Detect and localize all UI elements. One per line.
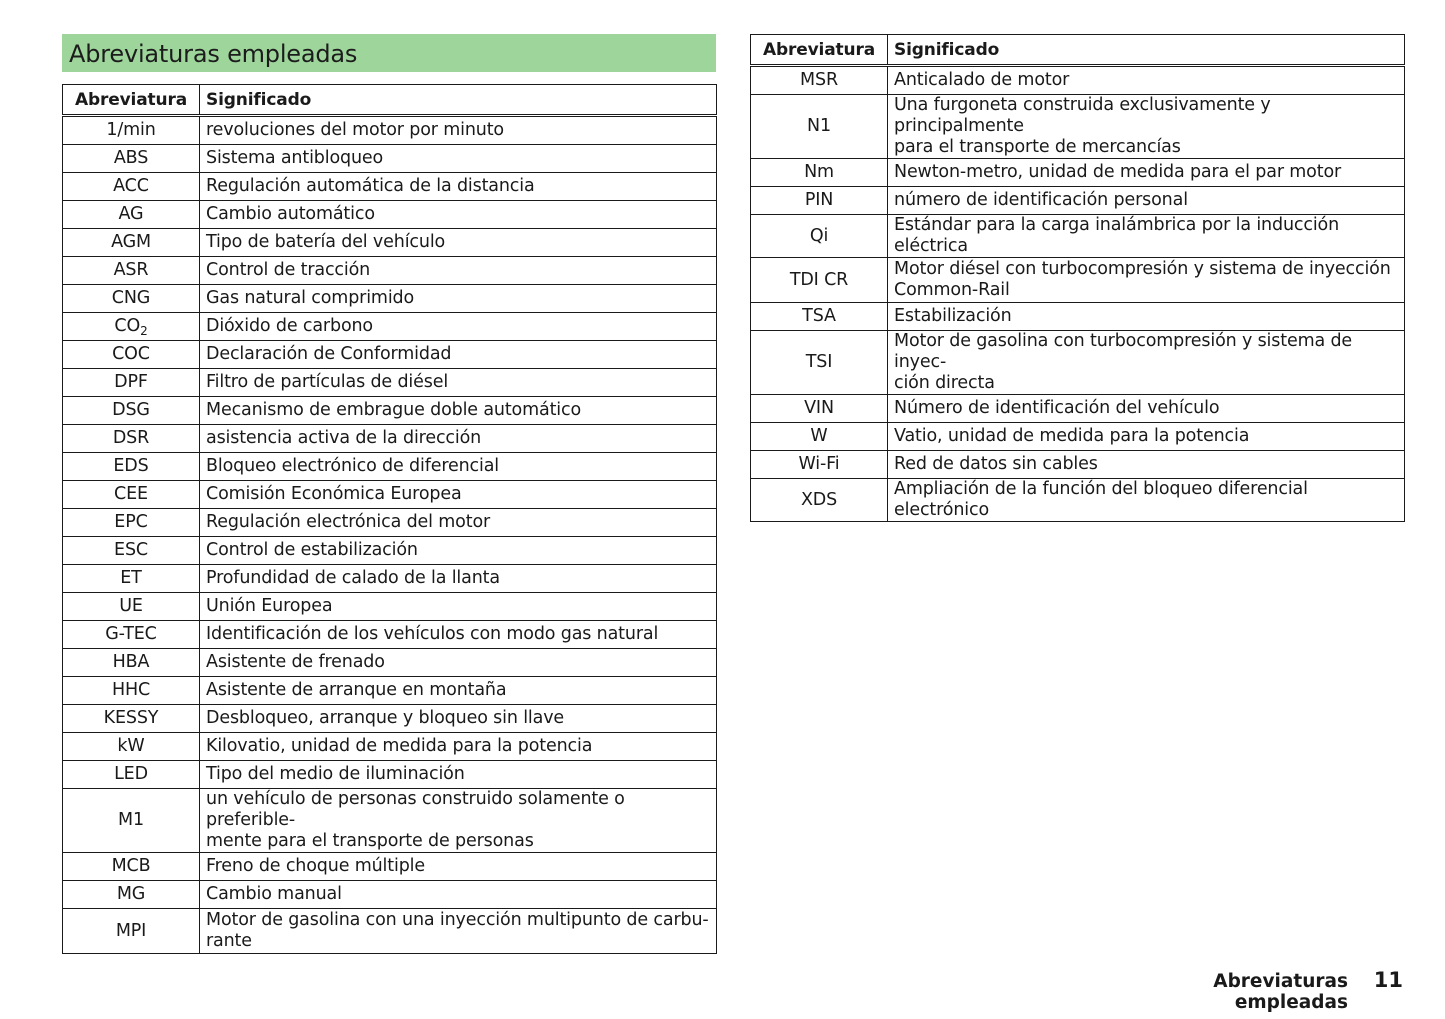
abbreviation-cell <box>751 159 888 187</box>
page-number: 11 <box>1373 968 1403 992</box>
abbreviation-text: HBA <box>112 652 150 672</box>
meaning-cell: Tipo de batería del vehículo <box>200 229 717 257</box>
abbreviation-cell <box>751 66 888 95</box>
meaning-cell: Desbloqueo, arranque y bloqueo sin llave <box>200 705 717 733</box>
column-header-abbreviation: Abreviatura <box>63 85 200 116</box>
meaning-cell: Mecanismo de embrague doble automático <box>200 397 717 425</box>
abbreviation-cell <box>63 733 200 761</box>
meaning-cell: Regulación electrónica del motor <box>200 509 717 537</box>
meaning-cell: Número de identificación del vehículo <box>888 395 1405 423</box>
table-row <box>63 453 717 481</box>
abbreviation-text: AGM <box>111 232 151 252</box>
column-header-abbreviation: Abreviatura <box>751 35 888 66</box>
abbreviation-cell <box>63 853 200 881</box>
abbreviation-text: TSA <box>802 306 836 326</box>
meaning-cell: Control de tracción <box>200 257 717 285</box>
table-header-row <box>63 85 717 116</box>
abbreviation-cell <box>63 621 200 649</box>
abbreviations-table-left <box>62 84 717 954</box>
table-row <box>63 909 717 954</box>
column-header-meaning: Significado <box>200 85 717 116</box>
abbreviation-subscript: 2 <box>140 324 148 338</box>
meaning-cell: un vehículo de personas construido solamente o preferible- mente para el transporte de personas <box>200 789 717 853</box>
table-row <box>63 677 717 705</box>
abbreviation-cell <box>63 369 200 397</box>
abbreviation-text: KESSY <box>103 708 159 728</box>
abbreviation-text: ESC <box>114 540 148 560</box>
meaning-cell: Motor de gasolina con turbocompresión y sistema de inyec- ción directa <box>888 331 1405 395</box>
section-title: Abreviaturas empleadas <box>62 34 716 72</box>
table-row <box>63 761 717 789</box>
table-row <box>751 331 1405 395</box>
meaning-cell: Vatio, unidad de medida para la potencia <box>888 423 1405 451</box>
meaning-cell: Kilovatio, unidad de medida para la potencia <box>200 733 717 761</box>
table-row <box>63 565 717 593</box>
abbreviation-text: MG <box>116 884 146 904</box>
table-row <box>63 173 717 201</box>
abbreviation-text: ASR <box>113 260 149 280</box>
abbreviation-text: kW <box>117 736 145 756</box>
abbreviation-text: LED <box>114 764 148 784</box>
table-row <box>63 313 717 341</box>
meaning-cell: Motor de gasolina con una inyección multipunto de carbu- rante <box>200 909 717 954</box>
abbreviation-cell <box>63 313 200 341</box>
table-header-row <box>751 35 1405 66</box>
table-row <box>63 397 717 425</box>
meaning-cell: Newton-metro, unidad de medida para el par motor <box>888 159 1405 187</box>
meaning-cell: asistencia activa de la dirección <box>200 425 717 453</box>
meaning-cell: Ampliación de la función del bloqueo diferencial electrónico <box>888 479 1405 522</box>
abbreviation-text: CEE <box>114 484 148 504</box>
abbreviation-cell <box>63 397 200 425</box>
abbreviation-cell <box>63 145 200 173</box>
abbreviation-text: ABS <box>113 148 149 168</box>
abbreviation-text: UE <box>119 596 143 616</box>
meaning-cell: Gas natural comprimido <box>200 285 717 313</box>
abbreviation-text: MCB <box>111 856 151 876</box>
abbreviation-text: DSR <box>112 428 150 448</box>
abbreviation-text: EPC <box>114 512 148 532</box>
table-row <box>751 187 1405 215</box>
meaning-cell: Estándar para la carga inalámbrica por la inducción eléctrica <box>888 215 1405 258</box>
meaning-cell: Control de estabilización <box>200 537 717 565</box>
meaning-cell: Identificación de los vehículos con modo gas natural <box>200 621 717 649</box>
table-row <box>63 649 717 677</box>
table-row <box>751 258 1405 303</box>
meaning-cell: Declaración de Conformidad <box>200 341 717 369</box>
meaning-cell: Unión Europea <box>200 593 717 621</box>
meaning-cell: Anticalado de motor <box>888 66 1405 95</box>
table-row <box>751 303 1405 331</box>
table-row <box>751 395 1405 423</box>
abbreviation-cell <box>63 909 200 954</box>
column-header-meaning: Significado <box>888 35 1405 66</box>
meaning-cell: Asistente de frenado <box>200 649 717 677</box>
abbreviation-text: N1 <box>807 116 831 136</box>
abbreviations-table-right <box>750 34 1405 522</box>
table-row <box>63 201 717 229</box>
meaning-cell: Sistema antibloqueo <box>200 145 717 173</box>
table-row <box>63 341 717 369</box>
abbreviation-cell <box>63 761 200 789</box>
meaning-cell: Tipo del medio de iluminación <box>200 761 717 789</box>
table-row <box>63 425 717 453</box>
meaning-cell: Bloqueo electrónico de diferencial <box>200 453 717 481</box>
table-row <box>63 369 717 397</box>
abbreviation-cell <box>63 565 200 593</box>
abbreviation-cell <box>63 593 200 621</box>
abbreviation-text: DPF <box>114 372 148 392</box>
table-row <box>63 705 717 733</box>
abbreviation-text: XDS <box>800 489 838 510</box>
abbreviation-text: CO <box>114 316 141 336</box>
abbreviation-cell <box>751 451 888 479</box>
table-row <box>751 423 1405 451</box>
abbreviation-text: AG <box>118 204 144 224</box>
table-row <box>63 257 717 285</box>
meaning-cell: número de identificación personal <box>888 187 1405 215</box>
abbreviation-text: COC <box>112 344 150 364</box>
table-row <box>63 733 717 761</box>
abbreviation-cell <box>63 173 200 201</box>
meaning-cell: Filtro de partículas de diésel <box>200 369 717 397</box>
table-row <box>63 593 717 621</box>
table-row <box>63 537 717 565</box>
abbreviation-cell <box>751 95 888 159</box>
meaning-cell: Una furgoneta construida exclusivamente y principalmente para el transporte de mercancías <box>888 95 1405 159</box>
abbreviation-cell <box>63 229 200 257</box>
abbreviation-cell <box>751 395 888 423</box>
abbreviation-cell <box>751 187 888 215</box>
abbreviation-text: PIN <box>804 190 834 210</box>
abbreviation-text: ACC <box>113 176 149 196</box>
meaning-cell: Comisión Económica Europea <box>200 481 717 509</box>
meaning-cell: Cambio automático <box>200 201 717 229</box>
table-row <box>63 116 717 145</box>
meaning-cell: Asistente de arranque en montaña <box>200 677 717 705</box>
table-row <box>751 451 1405 479</box>
table-row <box>63 789 717 853</box>
abbreviation-text: M1 <box>118 810 144 830</box>
abbreviation-text: Qi <box>809 225 829 246</box>
table-row <box>751 95 1405 159</box>
table-row <box>63 509 717 537</box>
abbreviation-text: HHC <box>111 680 151 700</box>
abbreviation-cell <box>751 215 888 258</box>
abbreviation-cell <box>751 303 888 331</box>
table-row <box>63 285 717 313</box>
table-row <box>63 481 717 509</box>
abbreviation-text: 1/min <box>106 120 156 140</box>
abbreviation-cell <box>751 258 888 303</box>
abbreviation-cell <box>751 423 888 451</box>
abbreviation-cell <box>63 705 200 733</box>
meaning-cell: Cambio manual <box>200 881 717 909</box>
abbreviation-text: TDI CR <box>789 269 849 290</box>
table-row <box>63 145 717 173</box>
table-row <box>751 215 1405 258</box>
abbreviation-cell <box>751 331 888 395</box>
table-row <box>63 853 717 881</box>
meaning-cell: Estabilización <box>888 303 1405 331</box>
meaning-cell: Motor diésel con turbocompresión y sistema de inyección Common-Rail <box>888 258 1405 303</box>
abbreviation-text: Nm <box>804 162 834 182</box>
abbreviation-text: MSR <box>800 70 838 90</box>
meaning-cell: Profundidad de calado de la llanta <box>200 565 717 593</box>
abbreviation-cell <box>63 537 200 565</box>
abbreviation-cell <box>63 453 200 481</box>
abbreviation-text: CNG <box>111 288 151 308</box>
abbreviation-cell <box>63 509 200 537</box>
abbreviation-cell <box>63 677 200 705</box>
abbreviation-text: MPI <box>115 920 147 941</box>
abbreviation-cell <box>751 479 888 522</box>
table-row <box>751 479 1405 522</box>
table-row <box>751 159 1405 187</box>
meaning-cell: Dióxido de carbono <box>200 313 717 341</box>
abbreviation-cell <box>63 881 200 909</box>
abbreviation-cell <box>63 341 200 369</box>
abbreviation-cell <box>63 789 200 853</box>
abbreviation-text: W <box>810 426 828 446</box>
meaning-cell: Freno de choque múltiple <box>200 853 717 881</box>
table-row <box>63 881 717 909</box>
abbreviation-cell <box>63 257 200 285</box>
abbreviation-cell <box>63 285 200 313</box>
meaning-cell: Regulación automática de la distancia <box>200 173 717 201</box>
abbreviation-text: DSG <box>112 400 150 420</box>
table-row <box>751 66 1405 95</box>
table-row <box>63 229 717 257</box>
abbreviation-cell <box>63 425 200 453</box>
meaning-cell: revoluciones del motor por minuto <box>200 116 717 145</box>
table-row <box>63 621 717 649</box>
abbreviation-text: EDS <box>113 456 149 476</box>
abbreviation-text: G-TEC <box>105 624 157 644</box>
abbreviation-text: ET <box>120 568 142 588</box>
abbreviation-cell <box>63 649 200 677</box>
abbreviation-text: TSI <box>805 352 833 372</box>
abbreviation-cell <box>63 116 200 145</box>
abbreviation-text: VIN <box>804 398 834 418</box>
abbreviation-text: Wi-Fi <box>798 454 840 474</box>
footer-section-title: Abreviaturas empleadas <box>1213 971 1348 1013</box>
abbreviation-cell <box>63 481 200 509</box>
meaning-cell: Red de datos sin cables <box>888 451 1405 479</box>
abbreviation-cell <box>63 201 200 229</box>
